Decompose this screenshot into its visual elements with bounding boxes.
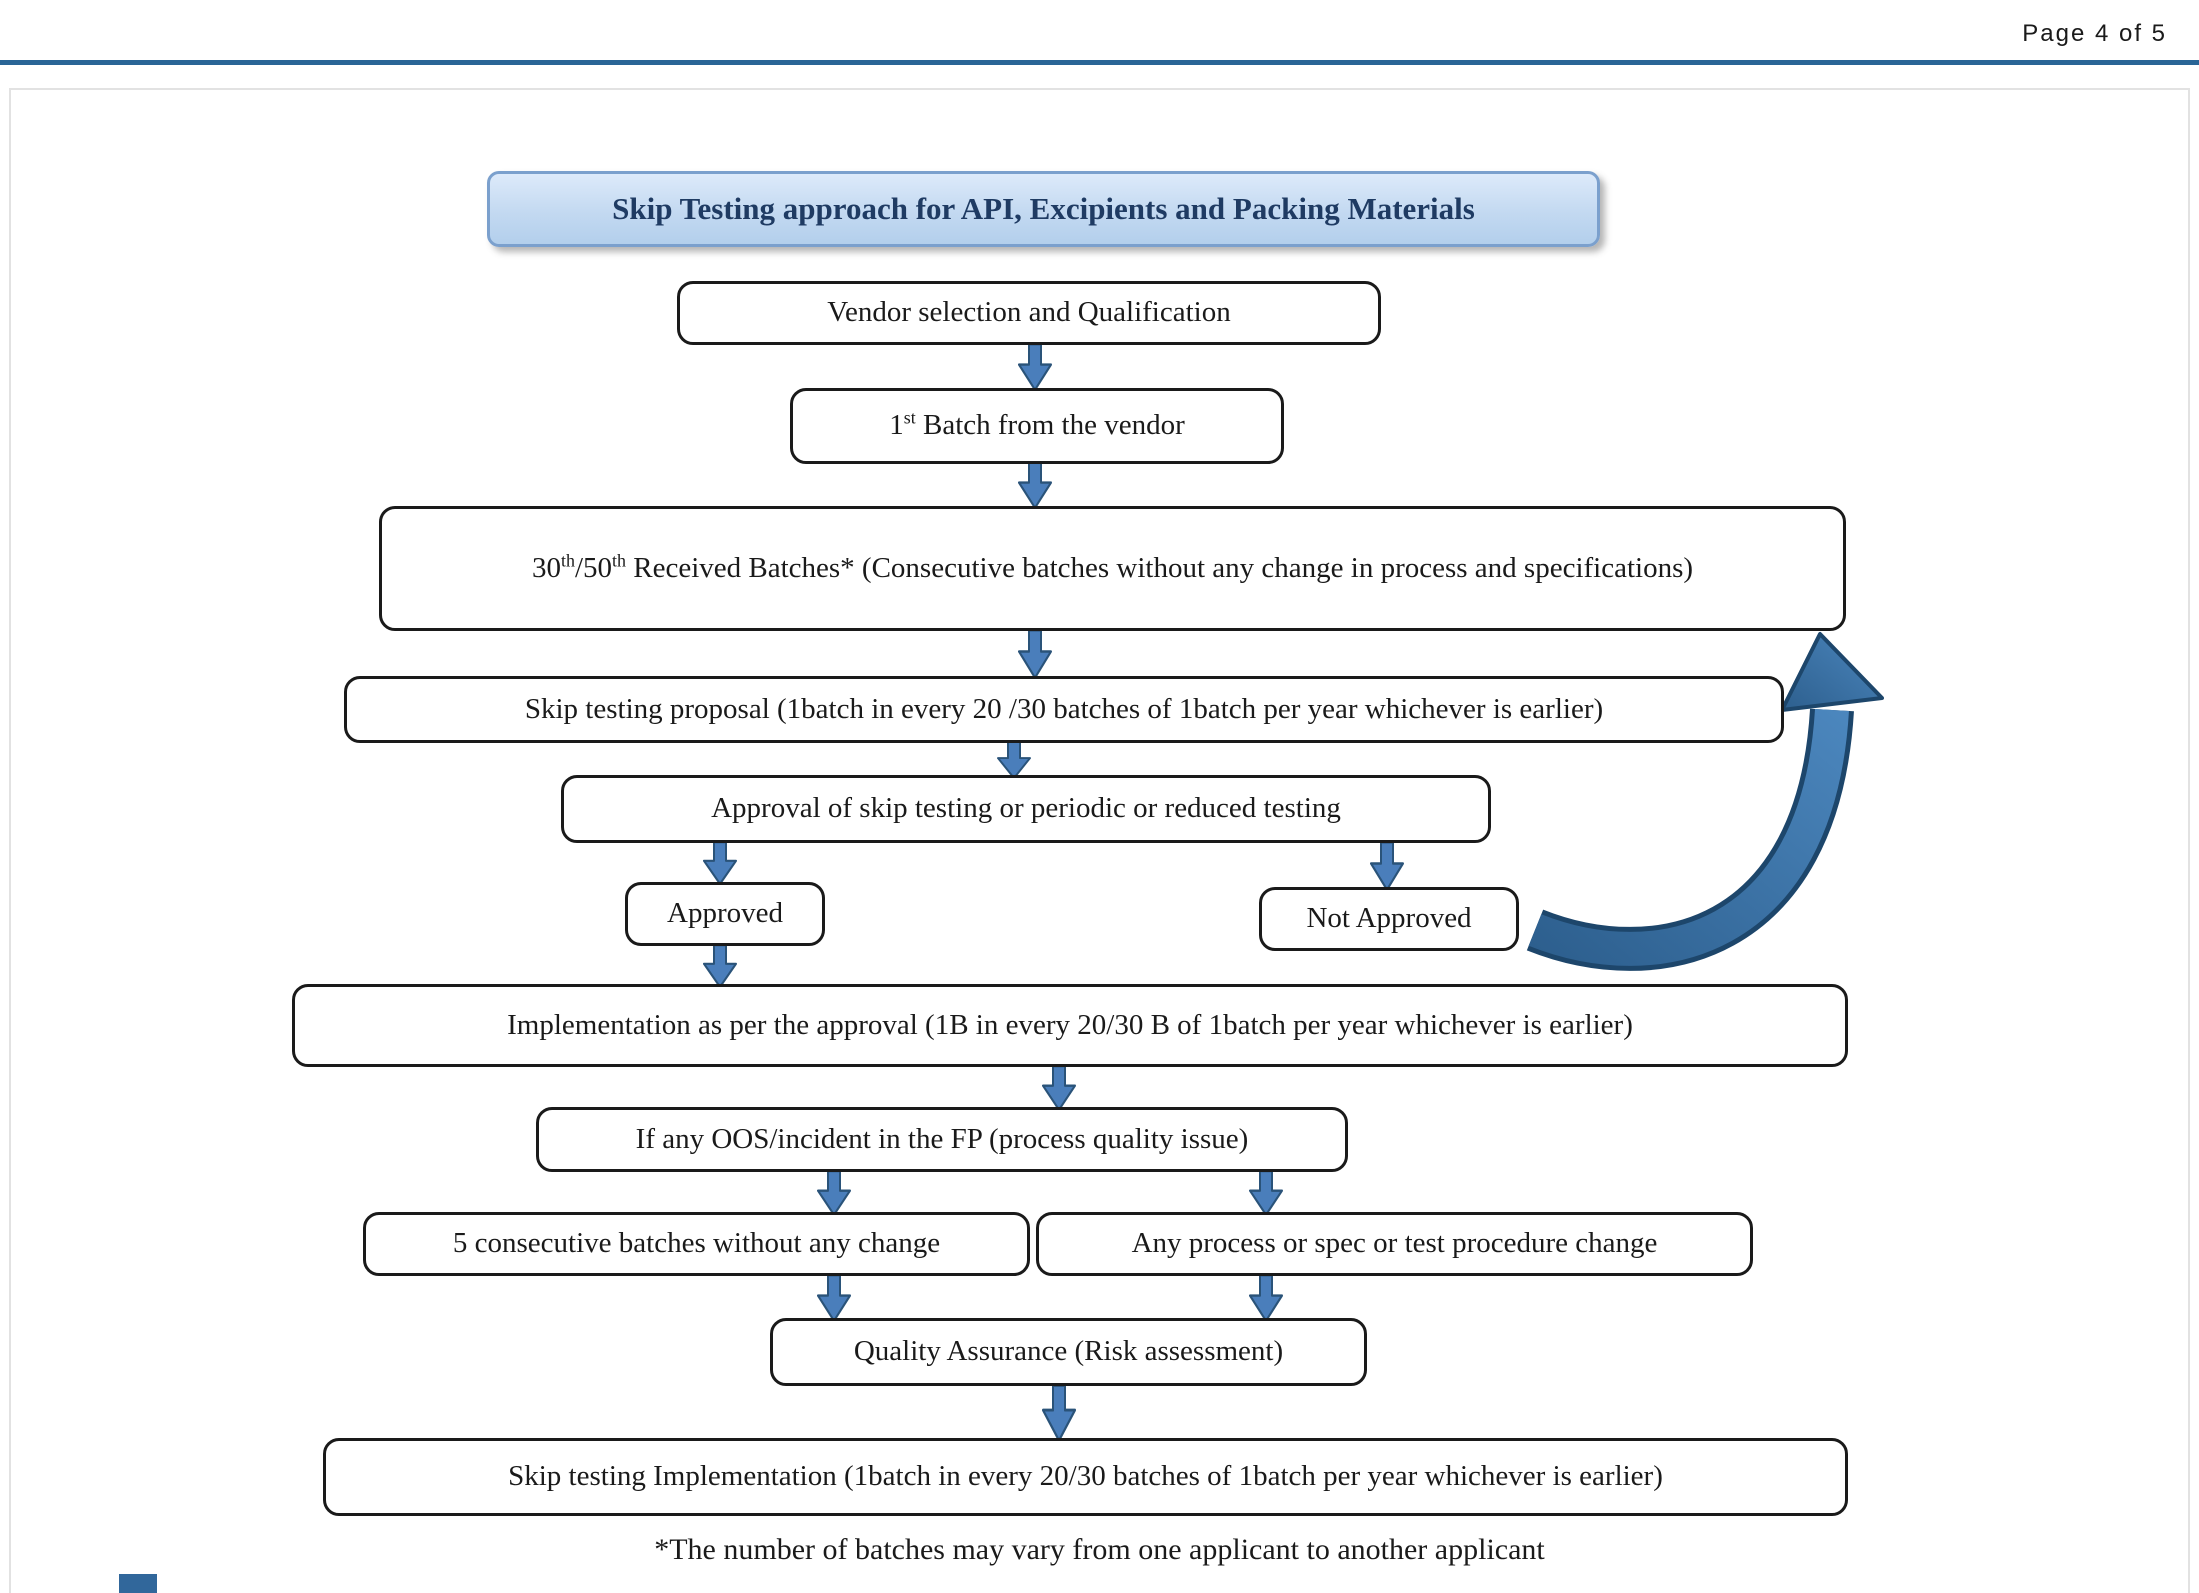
node-first-batch-text: 1st Batch from the vendor xyxy=(889,407,1185,442)
flow-arrow-down-icon xyxy=(1018,343,1052,391)
page-footer-accent xyxy=(119,1574,157,1593)
node-first-batch xyxy=(790,388,1284,464)
flow-arrow-down-icon xyxy=(817,1274,851,1322)
node-received-batches-text: 30th/50th Received Batches* (Consecutive batches without any change in process and specifications) xyxy=(531,550,1694,584)
footnote: *The number of batches may vary from one applicant to another applicant xyxy=(654,1533,1545,1566)
node-received-batches xyxy=(379,506,1846,631)
flow-arrow-down-icon xyxy=(1249,1170,1283,1216)
flow-arrow-down-icon xyxy=(1249,1274,1283,1322)
flowchart-title: Skip Testing approach for API, Excipients and Packing Materials xyxy=(487,171,1600,247)
node-process-change: Any process or spec or test procedure change xyxy=(1036,1212,1753,1276)
flow-arrow-down-icon xyxy=(1042,1065,1076,1111)
page-frame-left xyxy=(9,88,11,1593)
page-frame-top xyxy=(9,88,2190,90)
node-approved: Approved xyxy=(625,882,825,946)
node-implementation: Implementation as per the approval (1B in every 20/30 B of 1batch per year whichever is earlier) xyxy=(292,984,1848,1067)
page-frame-right xyxy=(2188,88,2190,1593)
flow-arrow-down-icon xyxy=(1018,461,1052,509)
node-vendor-selection: Vendor selection and Qualification xyxy=(677,281,1381,345)
node-skip-proposal: Skip testing proposal (1batch in every 20 /30 batches of 1batch per year whichever is earlier) xyxy=(344,676,1784,743)
node-approval: Approval of skip testing or periodic or reduced testing xyxy=(561,775,1491,843)
node-not-approved: Not Approved xyxy=(1259,887,1519,951)
flow-arrow-down-icon xyxy=(1042,1384,1076,1442)
flow-arrow-down-icon xyxy=(1018,629,1052,679)
flow-arrow-down-icon xyxy=(703,841,737,885)
flow-arrow-down-icon xyxy=(1370,841,1404,891)
node-skip-implementation: Skip testing Implementation (1batch in every 20/30 batches of 1batch per year whichever is earlier) xyxy=(323,1438,1848,1516)
page-number-label: Page 4 of 5 xyxy=(2022,20,2167,47)
node-five-consecutive: 5 consecutive batches without any change xyxy=(363,1212,1030,1276)
loop-back-arrow-icon xyxy=(1480,600,1940,1020)
flow-arrow-down-icon xyxy=(997,741,1031,779)
node-quality-assurance: Quality Assurance (Risk assessment) xyxy=(770,1318,1367,1386)
flow-arrow-down-icon xyxy=(703,944,737,988)
node-oos-incident: If any OOS/incident in the FP (process quality issue) xyxy=(536,1107,1348,1172)
header-rule xyxy=(0,60,2199,65)
flow-arrow-down-icon xyxy=(817,1170,851,1216)
